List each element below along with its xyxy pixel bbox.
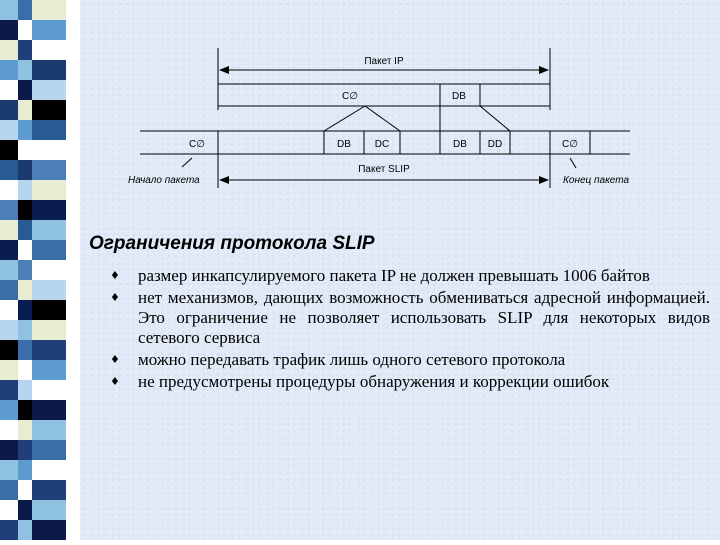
slip-packet-arrow-left — [219, 176, 229, 184]
diamond-bullet-icon: ♦ — [110, 291, 120, 304]
ip-packet-arrow-right — [539, 66, 549, 74]
ip-packet-arrow-left — [219, 66, 229, 74]
slip-packet-label: Пакет SLIP — [358, 164, 410, 175]
slip-row-cell-db-2: DB — [453, 139, 467, 150]
ip-packet-label: Пакет IP — [364, 56, 404, 67]
end-pointer — [570, 158, 576, 168]
list-item-text: нет механизмов, дающих возможность обмениваться адресной информацией. Это ограничение не позволяет использовать SLIP для некоторых видов сетевого сервиса — [138, 288, 710, 347]
slip-row-cell-dd: DD — [487, 139, 503, 150]
restrictions-list — [110, 266, 710, 394]
mapping-line-2 — [365, 106, 400, 131]
ip-row-cell-escape: C∅ — [342, 91, 358, 102]
start-pointer — [182, 158, 192, 167]
start-of-packet-label: Начало пакета — [128, 175, 200, 186]
list-item-text: не предусмотрены процедуры обнаружения и коррекции ошибок — [138, 372, 610, 391]
diamond-bullet-icon: ♦ — [110, 375, 120, 388]
list-item — [110, 288, 710, 348]
mapping-line-1 — [324, 106, 365, 131]
slip-row-cell-dc: DC — [374, 139, 390, 150]
ip-row-cell-db: DB — [452, 91, 466, 102]
slip-row-cell-start-escape: C∅ — [189, 139, 205, 150]
slip-packet-arrow-right — [539, 176, 549, 184]
slip-row-cell-end-escape: C∅ — [562, 139, 578, 150]
list-item — [110, 372, 710, 392]
diamond-bullet-icon: ♦ — [110, 353, 120, 366]
list-item-text: размер инкапсулируемого пакета IP не должен превышать 1006 байтов — [138, 266, 650, 285]
slip-row-cell-db-1: DB — [337, 139, 351, 150]
end-of-packet-label: Конец пакета — [563, 175, 630, 186]
section-heading: Ограничения протокола SLIP — [89, 233, 375, 254]
list-item — [110, 266, 710, 286]
list-item-text: можно передавать трафик лишь одного сетевого протокола — [138, 350, 566, 369]
mapping-line-4 — [480, 106, 510, 131]
list-item — [110, 350, 710, 370]
diamond-bullet-icon: ♦ — [110, 269, 120, 282]
